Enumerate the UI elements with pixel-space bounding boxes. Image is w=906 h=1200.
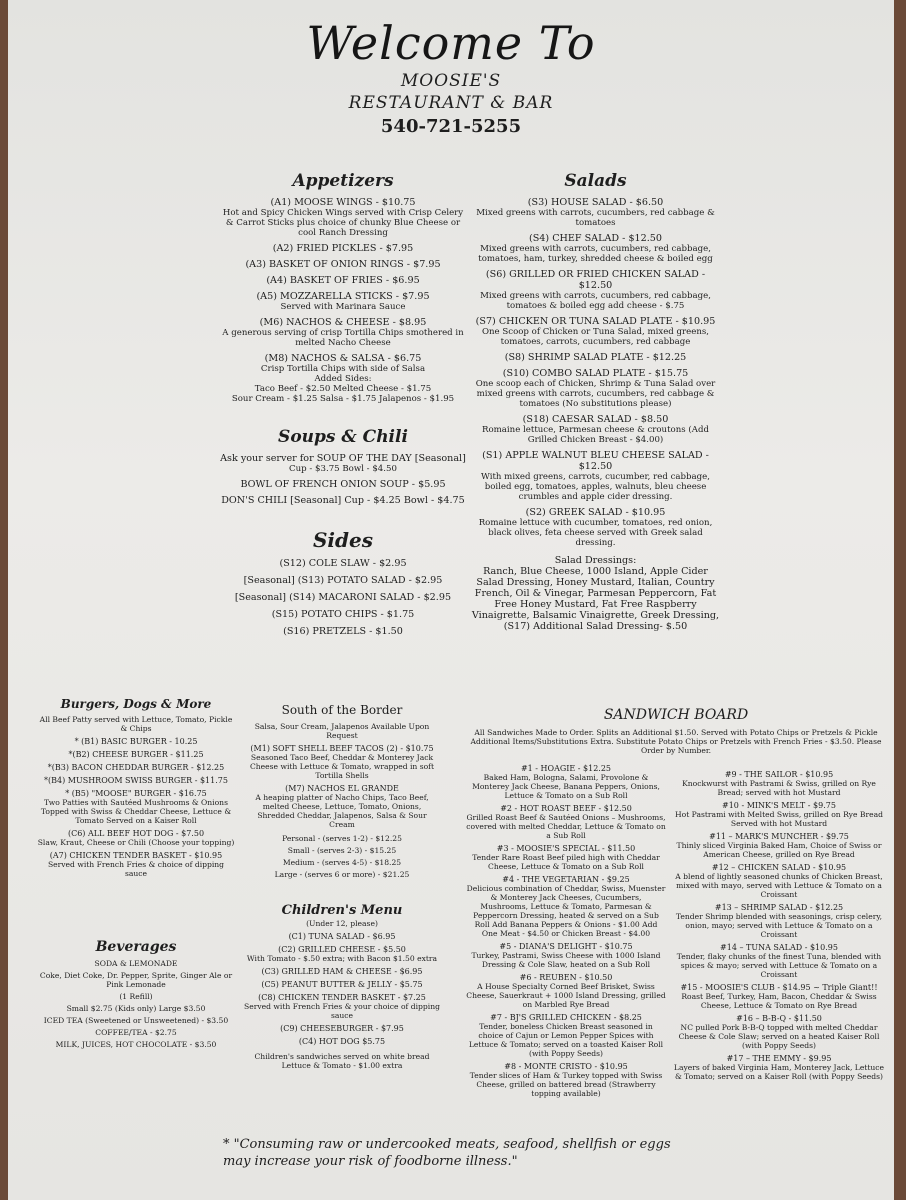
item-description: A generous serving of crisp Tortilla Chips smothered in melted Nacho Cheese xyxy=(222,328,464,348)
menu-item xyxy=(36,776,236,785)
menu-line: Small $2.75 (Kids only) Large $3.50 xyxy=(66,1004,206,1013)
item-description: Romaine lettuce with cucumber, tomatoes, red onion, black olives, feta cheese served with Greek salad dressing. xyxy=(478,518,713,548)
menu-line: Medium - (serves 4-5) - $18.25 xyxy=(282,858,402,867)
menu-item xyxy=(466,942,666,969)
item-description: Served with French Fries & your choice of dipping sauce xyxy=(244,1002,440,1020)
item-name: (S6) GRILLED OR FRIED CHICKEN SALAD - $12.50 xyxy=(485,269,706,291)
menu-item xyxy=(36,789,236,825)
menu-item xyxy=(672,770,886,797)
menu-item xyxy=(244,744,440,780)
item-description: A blend of lightly seasoned chunks of Chicken Breast, mixed with mayo, served with Lettuce & Tomato on a Croissant xyxy=(675,872,883,899)
menu-item xyxy=(466,1013,666,1058)
menu-line: SODA & LEMONADE xyxy=(94,959,178,968)
menu-item xyxy=(36,763,236,772)
menu-line: COFFEE/TEA - $2.75 xyxy=(95,1028,177,1037)
item-name: #9 - THE SAILOR - $10.95 xyxy=(724,770,834,779)
menu-line: (S15) POTATO CHIPS - $1.75 xyxy=(271,609,415,620)
menu-line: (1 Refill) xyxy=(119,992,153,1001)
item-name: (C8) CHICKEN TENDER BASKET - $7.25 xyxy=(258,993,426,1002)
menu-item xyxy=(468,269,723,311)
item-description: Served with French Fries & choice of dipping sauce xyxy=(47,860,225,878)
item-description: Cup - $3.75 Bowl - $4.50 xyxy=(289,464,397,474)
south-intro: Salsa, Sour Cream, Jalapenos Available Upon Request xyxy=(254,722,430,740)
children-title: Children's Menu xyxy=(281,903,403,918)
beverages-title: Beverages xyxy=(95,939,177,955)
salads-section xyxy=(468,170,723,632)
menu-item xyxy=(36,737,236,746)
menu-item xyxy=(468,316,723,347)
added-sides-line2: Sour Cream - $1.25 Salsa - $1.75 Jalapenos - $1.95 xyxy=(231,394,455,404)
burgers-intro: All Beef Patty served with Lettuce, Tomato, Pickle & Chips xyxy=(39,715,233,733)
item-description: Slaw, Kraut, Cheese or Chili (Choose your topping) xyxy=(37,838,235,847)
phone-number: 540-721-5255 xyxy=(380,116,522,137)
item-description: A House Specialty Corned Beef Brisket, Swiss Cheese, Sauerkraut + 1000 Island Dressing, grilled on Marbled Rye Bread xyxy=(466,982,666,1009)
item-description: Mixed greens with carrots, cucumbers, red cabbage, tomatoes & boiled egg add cheese - $.75 xyxy=(480,291,711,311)
appetizers-section xyxy=(218,170,468,404)
menu-item xyxy=(468,507,723,548)
salads-title: Salads xyxy=(564,171,627,191)
children-subtitle: (Under 12, please) xyxy=(306,919,378,928)
added-sides-label: Added Sides: xyxy=(314,374,372,384)
children-note: Children's sandwiches served on white bread Lettuce & Tomato - $1.00 extra xyxy=(254,1052,430,1070)
item-name: (M7) NACHOS EL GRANDE xyxy=(285,784,399,793)
restaurant-name: MOOSIE'S xyxy=(400,71,502,91)
sandwich-right-column xyxy=(672,766,886,1081)
menu-item xyxy=(244,945,440,963)
menu-item xyxy=(672,1054,886,1081)
sandwich-title: SANDWICH BOARD xyxy=(603,707,749,723)
item-name: (A5) MOZZARELLA STICKS - $7.95 xyxy=(256,291,430,302)
item-name: (S3) HOUSE SALAD - $6.50 xyxy=(527,197,664,208)
sandwich-left-column xyxy=(466,760,666,1098)
menu-item xyxy=(672,1014,886,1050)
item-description: Knockwurst with Pastrami & Swiss, grilled on Rye Bread; served with hot Mustard xyxy=(682,779,876,797)
item-description: Turkey, Pastrami, Swiss Cheese with 1000 Island Dressing & Cole Slaw, heated on a Sub Roll xyxy=(471,951,661,969)
menu-item xyxy=(218,479,468,490)
item-name: *(B3) BACON CHEDDAR BURGER - $12.25 xyxy=(47,763,225,772)
item-name: (S10) COMBO SALAD PLATE - $15.75 xyxy=(502,368,689,379)
menu-line: (S12) COLE SLAW - $2.95 xyxy=(279,558,407,569)
item-name: #2 - HOT ROAST BEEF - $12.50 xyxy=(500,804,632,813)
appetizers-title: Appetizers xyxy=(292,171,394,191)
item-name: (A3) BASKET OF ONION RINGS - $7.95 xyxy=(245,259,441,270)
menu-item xyxy=(36,750,236,759)
item-name: (S8) SHRIMP SALAD PLATE - $12.25 xyxy=(504,352,687,363)
menu-item xyxy=(244,993,440,1020)
restaurant-subtitle: RESTAURANT & BAR xyxy=(348,93,554,113)
item-description: With Tomato - $.50 extra; with Bacon $1.50 extra xyxy=(246,954,438,963)
item-name: (C3) GRILLED HAM & CHEESE - $6.95 xyxy=(261,967,423,976)
item-description: Hot and Spicy Chicken Wings served with Crisp Celery & Carrot Sticks plus choice of chunky Blue Cheese or cool Ranch Dressing xyxy=(222,208,464,238)
item-description: Hot Pastrami with Melted Swiss, grilled on Rye Bread Served with hot Mustard xyxy=(675,810,883,828)
dressings-title: Salad Dressings: xyxy=(554,555,637,566)
item-description: Seasoned Taco Beef, Cheddar & Monterey Jack Cheese with Lettuce & Tomato, wrapped in soft Tortilla Shells xyxy=(249,753,435,780)
soups-title: Soups & Chili xyxy=(278,427,408,447)
menu-item xyxy=(468,414,723,445)
item-name: *(B4) MUSHROOM SWISS BURGER - $11.75 xyxy=(44,776,228,785)
menu-item xyxy=(468,368,723,409)
menu-item xyxy=(36,829,236,847)
sides-section xyxy=(218,528,468,637)
item-name: *(B2) CHEESE BURGER - $11.25 xyxy=(68,750,204,759)
menu-item xyxy=(244,1037,440,1046)
item-name: (A7) CHICKEN TENDER BASKET - $10.95 xyxy=(49,851,223,860)
item-name: Ask your server for SOUP OF THE DAY [Seasonal] xyxy=(220,453,466,464)
item-description: Served with Marinara Sauce xyxy=(280,302,406,312)
item-description: Baked Ham, Bologna, Salami, Provolone & Monterey Jack Cheese, Banana Peppers, Onions, Lettuce & Tomato on a Sub Roll xyxy=(472,773,660,800)
menu-line: MILK, JUICES, HOT CHOCOLATE - $3.50 xyxy=(55,1040,217,1049)
dressings-extra: (S17) Additional Salad Dressing- $.50 xyxy=(503,621,688,632)
item-name: #3 - MOOSIE'S SPECIAL - $11.50 xyxy=(496,844,636,853)
item-name: (A2) FRIED PICKLES - $7.95 xyxy=(272,243,414,254)
item-name: (S4) CHEF SALAD - $12.50 xyxy=(528,233,663,244)
item-name: (C6) ALL BEEF HOT DOG - $7.50 xyxy=(67,829,205,838)
item-description: Two Patties with Sautéed Mushrooms & Onions Topped with Swiss & Cheddar Cheese, Lettuce & Tomato Served on a Kaiser Roll xyxy=(40,798,232,825)
menu-page xyxy=(8,0,894,1200)
item-name: (C9) CHEESEBURGER - $7.95 xyxy=(280,1024,404,1033)
menu-item xyxy=(218,317,468,348)
menu-item xyxy=(244,784,440,829)
menu-item xyxy=(218,495,468,506)
item-description: Mixed greens with carrots, cucumbers, red cabbage & tomatoes xyxy=(476,208,715,228)
added-sides-line1: Taco Beef - $2.50 Melted Cheese - $1.75 xyxy=(254,384,432,394)
item-name: (M6) NACHOS & CHEESE - $8.95 xyxy=(259,317,427,328)
south-section xyxy=(244,702,440,879)
menu-item xyxy=(36,851,236,878)
item-name: #8 - MONTE CRISTO - $10.95 xyxy=(504,1062,628,1071)
menu-item xyxy=(466,764,666,800)
item-name: #5 - DIANA'S DELIGHT - $10.75 xyxy=(499,942,633,951)
item-name: (C5) PEANUT BUTTER & JELLY - $5.75 xyxy=(261,980,423,989)
beverages-section xyxy=(36,938,236,1049)
item-description: One Scoop of Chicken or Tuna Salad, mixed greens, tomatoes, carrots, cucumbers, red cabbage xyxy=(481,327,710,347)
item-description: Roast Beef, Turkey, Ham, Bacon, Cheddar & Swiss Cheese, Lettuce & Tomato on Rye Bread xyxy=(681,992,877,1010)
menu-item xyxy=(672,863,886,899)
menu-item xyxy=(466,804,666,840)
menu-item xyxy=(218,275,468,286)
sandwich-intro: All Sandwiches Made to Order. Splits an Additional $1.50. Served with Potato Chips or Pretzels & Pickle Additional Items/Substitutions Extra. Substitute Potato Chips or Pretzels with French Fries - $3.50. Please Order by Number. xyxy=(470,728,882,755)
menu-item xyxy=(244,967,440,976)
item-description: Tender Rare Roast Beef piled high with Cheddar Cheese, Lettuce & Tomato on a Sub Roll xyxy=(472,853,660,871)
item-description: One scoop each of Chicken, Shrimp & Tuna Salad over mixed greens with carrots, cucumbers, red cabbage & tomatoes (No substitutions please) xyxy=(475,379,716,409)
item-name: (S2) GREEK SALAD - $10.95 xyxy=(525,507,666,518)
item-name: #16 – B-B-Q - $11.50 xyxy=(736,1014,822,1023)
children-section xyxy=(244,902,440,1070)
item-description: Delicious combination of Cheddar, Swiss, Muenster & Monterey Jack Cheeses, Cucumbers, Mushrooms, Lettuce & Tomato, Parmesan & Peppercorn Dressing, heated & served on a Sub Roll Add Banana Peppers & Onions - $1.00 Add One Meat - $4.50 or Chicken Breast - $4.00 xyxy=(466,884,666,938)
menu-item xyxy=(672,983,886,1010)
menu-header xyxy=(8,10,894,137)
item-name: #14 – TUNA SALAD - $10.95 xyxy=(720,943,838,952)
welcome-title: Welcome To xyxy=(306,16,596,70)
burgers-title: Burgers, Dogs & More xyxy=(60,697,212,711)
item-description: Romaine lettuce, Parmesan cheese & croutons (Add Grilled Chicken Breast - $4.00) xyxy=(482,425,709,445)
item-description: Mixed greens with carrots, cucumbers, red cabbage, tomatoes, ham, turkey, shredded cheese & boiled egg xyxy=(478,244,713,264)
item-description: A heaping platter of Nacho Chips, Taco Beef, melted Cheese, Lettuce, Tomato, Onions, Shredded Cheddar, Jalapenos, Salsa & Sour Cream xyxy=(255,793,429,829)
item-name: (C1) TUNA SALAD - $6.95 xyxy=(288,932,396,941)
item-name: #15 - MOOSIE'S CLUB - $14.95 ~ Triple Giant!! xyxy=(680,983,878,992)
menu-item xyxy=(218,243,468,254)
menu-line: [Seasonal] (S14) MACARONI SALAD - $2.95 xyxy=(234,592,452,603)
item-name: (M1) SOFT SHELL BEEF TACOS (2) - $10.75 xyxy=(250,744,434,753)
sandwich-section xyxy=(466,706,886,755)
item-name: (M8) NACHOS & SALSA - $6.75 xyxy=(264,353,422,364)
menu-item xyxy=(468,352,723,363)
menu-item xyxy=(466,875,666,938)
menu-item xyxy=(672,903,886,939)
menu-item xyxy=(244,980,440,989)
item-description: NC pulled Pork B-B-Q topped with melted Cheddar Cheese & Cole Slaw; served on a heated Kaiser Roll (with Poppy Seeds) xyxy=(678,1023,880,1050)
item-name: (C4) HOT DOG $5.75 xyxy=(298,1037,386,1046)
item-name: #1 - HOAGIE - $12.25 xyxy=(520,764,612,773)
item-description: Thinly sliced Virginia Baked Ham, Choice of Swiss or American Cheese, grilled on Rye Bread xyxy=(676,841,882,859)
menu-item xyxy=(468,450,723,502)
menu-item xyxy=(244,1024,440,1033)
item-name: * (B1) BASIC BURGER - 10.25 xyxy=(74,737,198,746)
item-name: #7 - BJ'S GRILLED CHICKEN - $8.25 xyxy=(490,1013,642,1022)
item-name: (C2) GRILLED CHEESE - $5.50 xyxy=(278,945,406,954)
item-name: (S1) APPLE WALNUT BLEU CHEESE SALAD - $12.50 xyxy=(482,450,709,472)
menu-line: Coke, Diet Coke, Dr. Pepper, Sprite, Ginger Ale or Pink Lemonade xyxy=(39,971,233,989)
item-name: #11 – MARK'S MUNCHER - $9.75 xyxy=(709,832,849,841)
menu-item xyxy=(672,832,886,859)
item-name: #12 – CHICKEN SALAD - $10.95 xyxy=(711,863,847,872)
menu-item xyxy=(672,943,886,979)
item-description: With mixed greens, carrots, cucumber, red cabbage, boiled egg, tomatoes, apples, walnuts, bleu cheese crumbles and apple cider dressing. xyxy=(481,472,710,502)
item-description: Layers of baked Virginia Ham, Monterey Jack, Lettuce & Tomato; served on a Kaiser Roll (with Poppy Seeds) xyxy=(673,1063,885,1081)
item-description: Tender slices of Ham & Turkey topped with Swiss Cheese, grilled on battered bread (Strawberry topping available) xyxy=(469,1071,663,1098)
item-name: DON'S CHILI [Seasonal] Cup - $4.25 Bowl - $4.75 xyxy=(221,495,465,506)
item-description: Tender, flaky chunks of the finest Tuna, blended with spices & mayo; served with Lettuce & Tomato on a Croissant xyxy=(676,952,882,979)
menu-item xyxy=(218,453,468,474)
item-name: (A4) BASKET OF FRIES - $6.95 xyxy=(266,275,420,286)
item-name: (A1) MOOSE WINGS - $10.75 xyxy=(270,197,416,208)
dressings-list: Ranch, Blue Cheese, 1000 Island, Apple Cider Salad Dressing, Honey Mustard, Italian, Country French, Oil & Vinegar, Parmesan Peppercorn, Fat Free Honey Mustard, Fat Free Raspberry Vinaigrette, Balsamic Vinaigrette, Greek Dressing, xyxy=(471,566,720,621)
item-name: BOWL OF FRENCH ONION SOUP - $5.95 xyxy=(240,479,446,490)
item-name: (S18) CAESAR SALAD - $8.50 xyxy=(522,414,669,425)
menu-item xyxy=(468,197,723,228)
item-description: Tender Shrimp blended with seasonings, crisp celery, onion, mayo; served with Lettuce & Tomato on a Croissant xyxy=(675,912,883,939)
menu-line: (S16) PRETZELS - $1.50 xyxy=(283,626,403,637)
menu-item xyxy=(466,844,666,871)
burgers-section xyxy=(36,696,236,878)
item-name: * (B5) "MOOSE" BURGER - $16.75 xyxy=(65,789,207,798)
menu-item xyxy=(218,259,468,270)
item-name: #6 - REUBEN - $10.50 xyxy=(519,973,613,982)
item-name: #4 - THE VEGETARIAN - $9.25 xyxy=(502,875,630,884)
menu-line: Large - (serves 6 or more) - $21.25 xyxy=(274,870,410,879)
menu-line: Small - (serves 2-3) - $15.25 xyxy=(287,846,397,855)
menu-item xyxy=(244,932,440,941)
menu-item xyxy=(468,233,723,264)
item-name: (S7) CHICKEN OR TUNA SALAD PLATE - $10.95 xyxy=(475,316,716,327)
item-description: Crisp Tortilla Chips with side of Salsa xyxy=(260,364,426,374)
menu-item xyxy=(466,973,666,1009)
south-title: South of the Border xyxy=(281,703,403,717)
sides-title: Sides xyxy=(312,528,373,552)
soups-section xyxy=(218,426,468,506)
menu-item xyxy=(218,353,468,374)
menu-item xyxy=(466,1062,666,1098)
item-name: #10 - MINK'S MELT - $9.75 xyxy=(722,801,836,810)
menu-line: [Seasonal] (S13) POTATO SALAD - $2.95 xyxy=(243,575,443,586)
item-description: Grilled Roast Beef & Sautéed Onions – Mushrooms, covered with melted Cheddar, Lettuce & Tomato on a Sub Roll xyxy=(466,813,666,840)
menu-line: Personal - (serves 1-2) - $12.25 xyxy=(282,834,402,843)
menu-line: ICED TEA (Sweetened or Unsweetened) - $3.50 xyxy=(43,1016,229,1025)
item-description: Tender, boneless Chicken Breast seasoned in choice of Cajun or Lemon Pepper Spices with Lettuce & Tomato; served on a toasted Kaiser Roll (with Poppy Seeds) xyxy=(468,1022,664,1058)
item-name: #13 – SHRIMP SALAD - $12.25 xyxy=(714,903,844,912)
menu-item xyxy=(218,197,468,238)
item-name: #17 – THE EMMY - $9.95 xyxy=(726,1054,832,1063)
menu-item xyxy=(218,291,468,312)
food-safety-warning: * "Consuming raw or undercooked meats, seafood, shellfish or eggs may increase your risk of foodborne illness." xyxy=(223,1137,671,1169)
menu-item xyxy=(672,801,886,828)
